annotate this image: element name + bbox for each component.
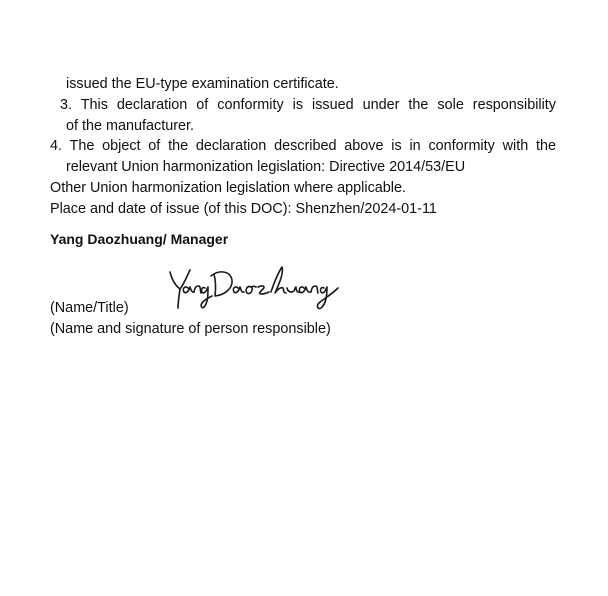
handwritten-signature bbox=[160, 258, 360, 318]
signatory-name: Yang Daozhuang/ Manager bbox=[50, 231, 229, 247]
item-3-continuation: of the manufacturer. bbox=[66, 118, 194, 134]
name-title-label: (Name/Title) bbox=[50, 300, 129, 316]
item-2-continuation: issued the EU-type examination certificate. bbox=[66, 76, 339, 92]
place-date-line: Place and date of issue (of this DOC): Shenzhen/2024-01-11 bbox=[50, 201, 437, 217]
item-4-text: 4. The object of the declaration described above is in conformity with the bbox=[50, 138, 556, 154]
name-signature-label: (Name and signature of person responsible) bbox=[50, 321, 331, 337]
item-3-text: 3. This declaration of conformity is issued under the sole responsibility bbox=[60, 97, 556, 113]
item-4-continuation: relevant Union harmonization legislation: Directive 2014/53/EU bbox=[66, 159, 466, 175]
other-legislation-line: Other Union harmonization legislation where applicable. bbox=[50, 180, 406, 196]
